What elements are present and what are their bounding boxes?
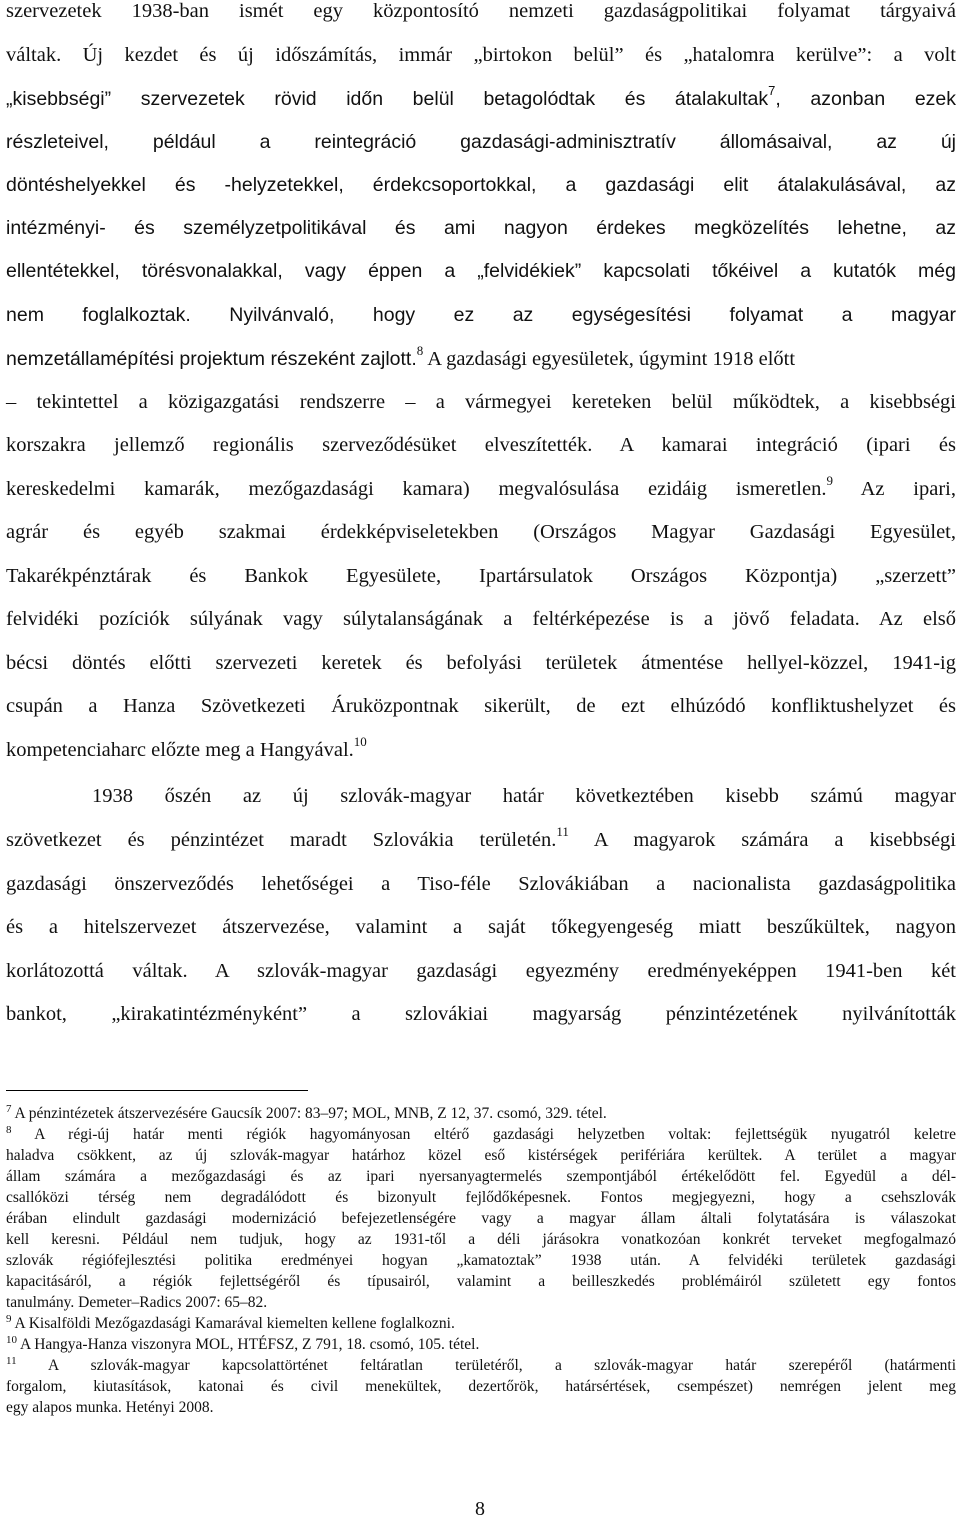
- text-span: szövetkezet és pénzintézet maradt Szlovákia területén.: [6, 829, 557, 851]
- text-line: korszakra jellemző regionális szerveződésüket elveszítették. A kamarai integráció (ipari és: [6, 434, 956, 456]
- text-span: kompetenciaharc előzte meg a Hangyával.: [6, 739, 354, 761]
- text-line: Takarékpénztárak és Bankok Egyesülete, Ipartársulatok Országos Központja) „szerzett”: [6, 565, 956, 587]
- footnote-line: érában elindult gazdasági modernizáció befejezetlenségére vagy a magyar állam általi folytatására is válaszokat: [6, 1210, 956, 1227]
- text-span: „kisebbségi” szervezetek rövid időn belül betagolódtak és átalakultak: [6, 88, 769, 110]
- footnote-text: A pénzintézetek átszervezésére Gaucsík 2007: 83–97; MOL, MNB, Z 12, 37. csomó, 329. tétel.: [11, 1105, 607, 1122]
- footnote-9: [6, 1313, 956, 1334]
- text-line: 1938 őszén az új szlovák-magyar határ következtében kisebb számú magyar: [92, 785, 956, 807]
- text-line: és a hitelszervezet átszervezése, valamint a saját tőkegyengeség miatt beszűkültek, nagyon: [6, 916, 956, 938]
- footnote-number: 11: [6, 1355, 17, 1367]
- text-span: A magyarok számára a kisebbségi: [568, 829, 956, 851]
- text-span: A gazdasági egyesületek, úgymint 1918 előtt: [423, 348, 796, 370]
- text-line: bécsi döntés előtti szervezeti keretek és befolyási területek átmentése hellyel-közzel, 1941-ig: [6, 652, 956, 674]
- text-line: intézményi- és személyzetpolitikával és ami nagyon érdekes megközelítés lehetne, az: [6, 217, 956, 239]
- footnote-line: szlovák régiófejlesztési politika eredményei hogyan „kamatoztak” 1938 után. A felvidéki területek gazdasági: [6, 1252, 956, 1269]
- footnote-8: [6, 1124, 956, 1145]
- text-line: részleteivel, például a reintegráció gazdasági-adminisztratív állomásaival, az új: [6, 131, 956, 153]
- text-line: agrár és egyéb szakmai érdekképviseletekben (Országos Magyar Gazdasági Egyesület,: [6, 521, 956, 543]
- footnote-text: A Kisalföldi Mezőgazdasági Kamarával kiemelten kellene foglalkozni.: [11, 1315, 455, 1332]
- text-line: felvidéki pozíciók súlyának vagy súlytalanságának a feltérképezése is a jövő feladata. Az első: [6, 608, 956, 630]
- text-line: bankot, „kirakatintézményként” a szlovákiai magyarság pénzintézetének nyilvánították: [6, 1003, 956, 1025]
- footnote-line: csallóközi térség nem degradálódott és bizonyult fejlődőképesnek. Fontos megjegyezni, hogy a csehszlovák: [6, 1189, 956, 1206]
- text-line: nem foglalkoztak. Nyilvánvaló, hogy ez az egységesítési folyamat a magyar: [6, 304, 956, 326]
- text-line: [6, 474, 956, 504]
- footnote-ref[interactable]: 8: [416, 343, 424, 358]
- text-line: – tekintettel a közigazgatási rendszerre – a vármegyei kereteken belül működtek, a kisebbségi: [6, 391, 956, 413]
- text-line: váltak. Új kezdet és új időszámítás, immár „birtokon belül” és „hatalomra kerülve”: a volt: [6, 44, 956, 66]
- footnote-11: [6, 1355, 956, 1376]
- footnote-line: állam számára a mezőgazdasági és az ipari nyersanyagtermelés szempontjából értékelődött fel. Egyedül a dél-: [6, 1168, 956, 1185]
- footnote-ref[interactable]: 7: [768, 83, 776, 98]
- footnote-line: haladva csökkent, az új szlovák-magyar határhoz közel eső kistérségek perifériára kerültek. A terület a magyar: [6, 1147, 956, 1164]
- text-line: [6, 735, 956, 765]
- text-span: , azonban ezek: [775, 88, 957, 110]
- text-line: [6, 825, 956, 855]
- footnote-ref[interactable]: 9: [826, 473, 833, 488]
- footnote-ref[interactable]: 11: [556, 824, 569, 839]
- footnote-7: [6, 1103, 956, 1124]
- footnote-number: 7: [6, 1103, 12, 1115]
- footnote-ref[interactable]: 10: [353, 734, 367, 749]
- footnote-line: forgalom, kiutasítások, katonai és civil menekültek, dezertőrök, határsértések, csempészet) nemrégen jelent meg: [6, 1378, 956, 1395]
- footnote-number: 10: [6, 1334, 17, 1346]
- footnote-10: [6, 1334, 956, 1355]
- footnote-text: A régi-új határ menti régiók hagyományosan eltérő gazdasági helyzetben voltak: fejlettségük nyugatról keletre: [11, 1126, 956, 1143]
- footnote-number: 9: [6, 1313, 12, 1325]
- page-number: 8: [475, 1498, 485, 1520]
- footnote-text: A szlovák-magyar kapcsolattörténet feltáratlan területéről, a szlovák-magyar határ szerepéről (határmenti: [16, 1357, 956, 1374]
- text-span: nemzetállamépítési projektum részeként zajlott.: [6, 348, 417, 370]
- footnote-line: kell keresni. Például nem tudjuk, hogy az 1931-től a déli járásokra vonatkozóan konkrét terveket megfogalmazó: [6, 1231, 956, 1248]
- text-line: ellentétekkel, törésvonalakkal, vagy éppen a „felvidékiek” kapcsolati tőkéivel a kutatók még: [6, 260, 956, 282]
- footnote-line: kapacitásáról, a régiók fejlettségéről és típusairól, valamint a beilleszkedés problémáiról született egy fontos: [6, 1273, 956, 1290]
- text-line: korlátozottá váltak. A szlovák-magyar gazdasági egyezmény eredményeképpen 1941-ben két: [6, 960, 956, 982]
- footnote-line: egy alapos munka. Hetényi 2008.: [6, 1399, 214, 1416]
- text-span: kereskedelmi kamarák, mezőgazdasági kamara) megvalósulása ezidáig ismeretlen.: [6, 478, 827, 500]
- footnote-number: 8: [6, 1124, 12, 1136]
- footnote-text: A Hangya-Hanza viszonyra MOL, HTÉFSZ, Z 791, 18. csomó, 105. tétel.: [17, 1336, 480, 1353]
- footnote-separator: [6, 1090, 308, 1091]
- footnotes: [6, 1103, 956, 1418]
- text-span: Az ipari,: [832, 478, 956, 500]
- text-line: szervezetek 1938-ban ismét egy központosító nemzeti gazdaságpolitikai folyamat tárgyaivá: [6, 0, 956, 22]
- text-line: csupán a Hanza Szövetkezeti Áruközpontnak sikerült, de ezt elhúzódó konfliktushelyzet és: [6, 695, 956, 717]
- footnote-line: tanulmány. Demeter–Radics 2007: 65–82.: [6, 1294, 268, 1311]
- text-line: gazdasági önszerveződés lehetőségei a Tiso-féle Szlovákiában a nacionalista gazdaságpolitika: [6, 873, 956, 895]
- text-line: [6, 344, 956, 374]
- text-line: döntéshelyekkel és -helyzetekkel, érdekcsoportokkal, a gazdasági elit átalakulásával, az: [6, 174, 956, 196]
- text-line: [6, 84, 956, 114]
